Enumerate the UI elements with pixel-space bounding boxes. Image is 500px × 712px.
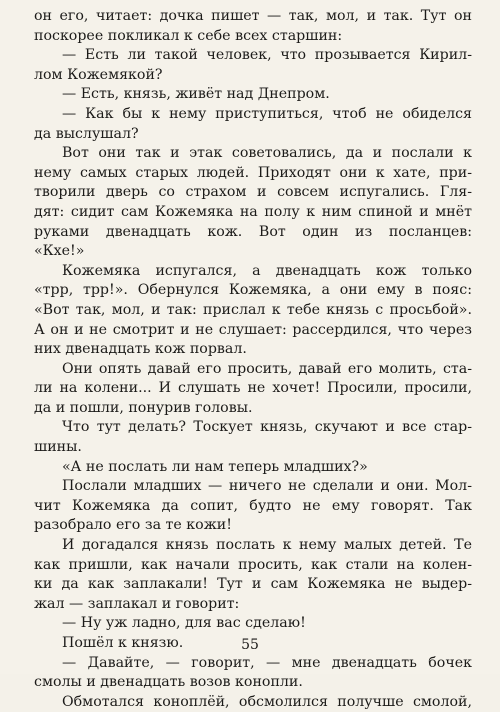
- body-text: [34, 7, 472, 712]
- text-line: Вот они так и этак советовались, да и послали к: [62, 145, 472, 162]
- text-line: них двенадцать кож порвал.: [34, 341, 247, 358]
- text-line: ли на колени... И слушать не хочет! Просили, просили,: [34, 380, 472, 397]
- text-line: Что тут делать? Тоскует князь, скучают и все стар-: [62, 419, 472, 436]
- text-line: шины.: [34, 439, 82, 456]
- text-line: А он и не смотрит и не слушает: рассердился, что через: [34, 321, 472, 338]
- text-line: ки да как заплакали! Тут и сам Кожемяка не выдер-: [34, 576, 472, 593]
- text-line: «А не послать ли нам теперь младших?»: [62, 458, 368, 475]
- text-line: «Кхе!»: [34, 243, 85, 260]
- text-line: «трр, трр!». Обернулся Кожемяка, а они ему в пояс:: [34, 282, 472, 299]
- text-line: Обмотался коноплёй, обсмолился получше смолой,: [62, 693, 472, 710]
- text-line: чит Кожемяка да сопит, будто не ему говорят. Так: [34, 497, 472, 514]
- text-line: — Есть, князь, живёт над Днепром.: [62, 86, 330, 103]
- text-line: да выслушал?: [34, 125, 139, 142]
- text-line: лом Кожемякой?: [34, 66, 163, 83]
- text-line: руками двенадцать кож. Вот один из посланцев:: [34, 223, 472, 240]
- text-line: как пришли, как начали просить, как стали на колен-: [34, 556, 472, 573]
- text-line: «Вот так, мол, и так: прислал к тебе князь с просьбой».: [34, 301, 472, 318]
- text-line: Кожемяка испугался, а двенадцать кож только: [62, 262, 472, 279]
- text-line: Они опять давай его просить, давай его молить, ста-: [62, 360, 472, 377]
- text-line: — Как бы к нему приступиться, чтоб не обиделся: [62, 105, 472, 122]
- text-line: разобрало его за те кожи!: [34, 517, 232, 534]
- text-line: И догадался князь послать к нему малых детей. Те: [62, 537, 472, 554]
- text-line: Послали младших — ничего не сделали и они. Мол-: [62, 478, 472, 495]
- text-line: творили дверь со страхом и совсем испугались. Гля-: [34, 184, 472, 201]
- text-line: поскорее покликал к себе всех старшин:: [34, 27, 343, 44]
- text-line: смолы и двенадцать возов конопли.: [34, 674, 303, 691]
- text-line: — Есть ли такой человек, что прозывается Кирил-: [62, 47, 472, 64]
- text-line: да и пошли, понурив головы.: [34, 399, 253, 416]
- text-line: жал — заплакал и говорит:: [34, 595, 240, 612]
- text-line: дят: сидит сам Кожемяка на полу к ним спиной и мнёт: [34, 203, 472, 220]
- text-line: — Давайте, — говорит, — мне двенадцать бочек: [62, 654, 472, 671]
- page-number: 55: [241, 637, 259, 653]
- text-line: нему самых старых людей. Приходят они к хате, при-: [34, 164, 472, 181]
- text-line: он его, читает: дочка пишет — так, мол, и так. Тут он: [34, 8, 472, 24]
- text-line: Пошёл к князю.: [62, 635, 184, 651]
- text-line: — Ну уж ладно, для вас сделаю!: [62, 615, 306, 632]
